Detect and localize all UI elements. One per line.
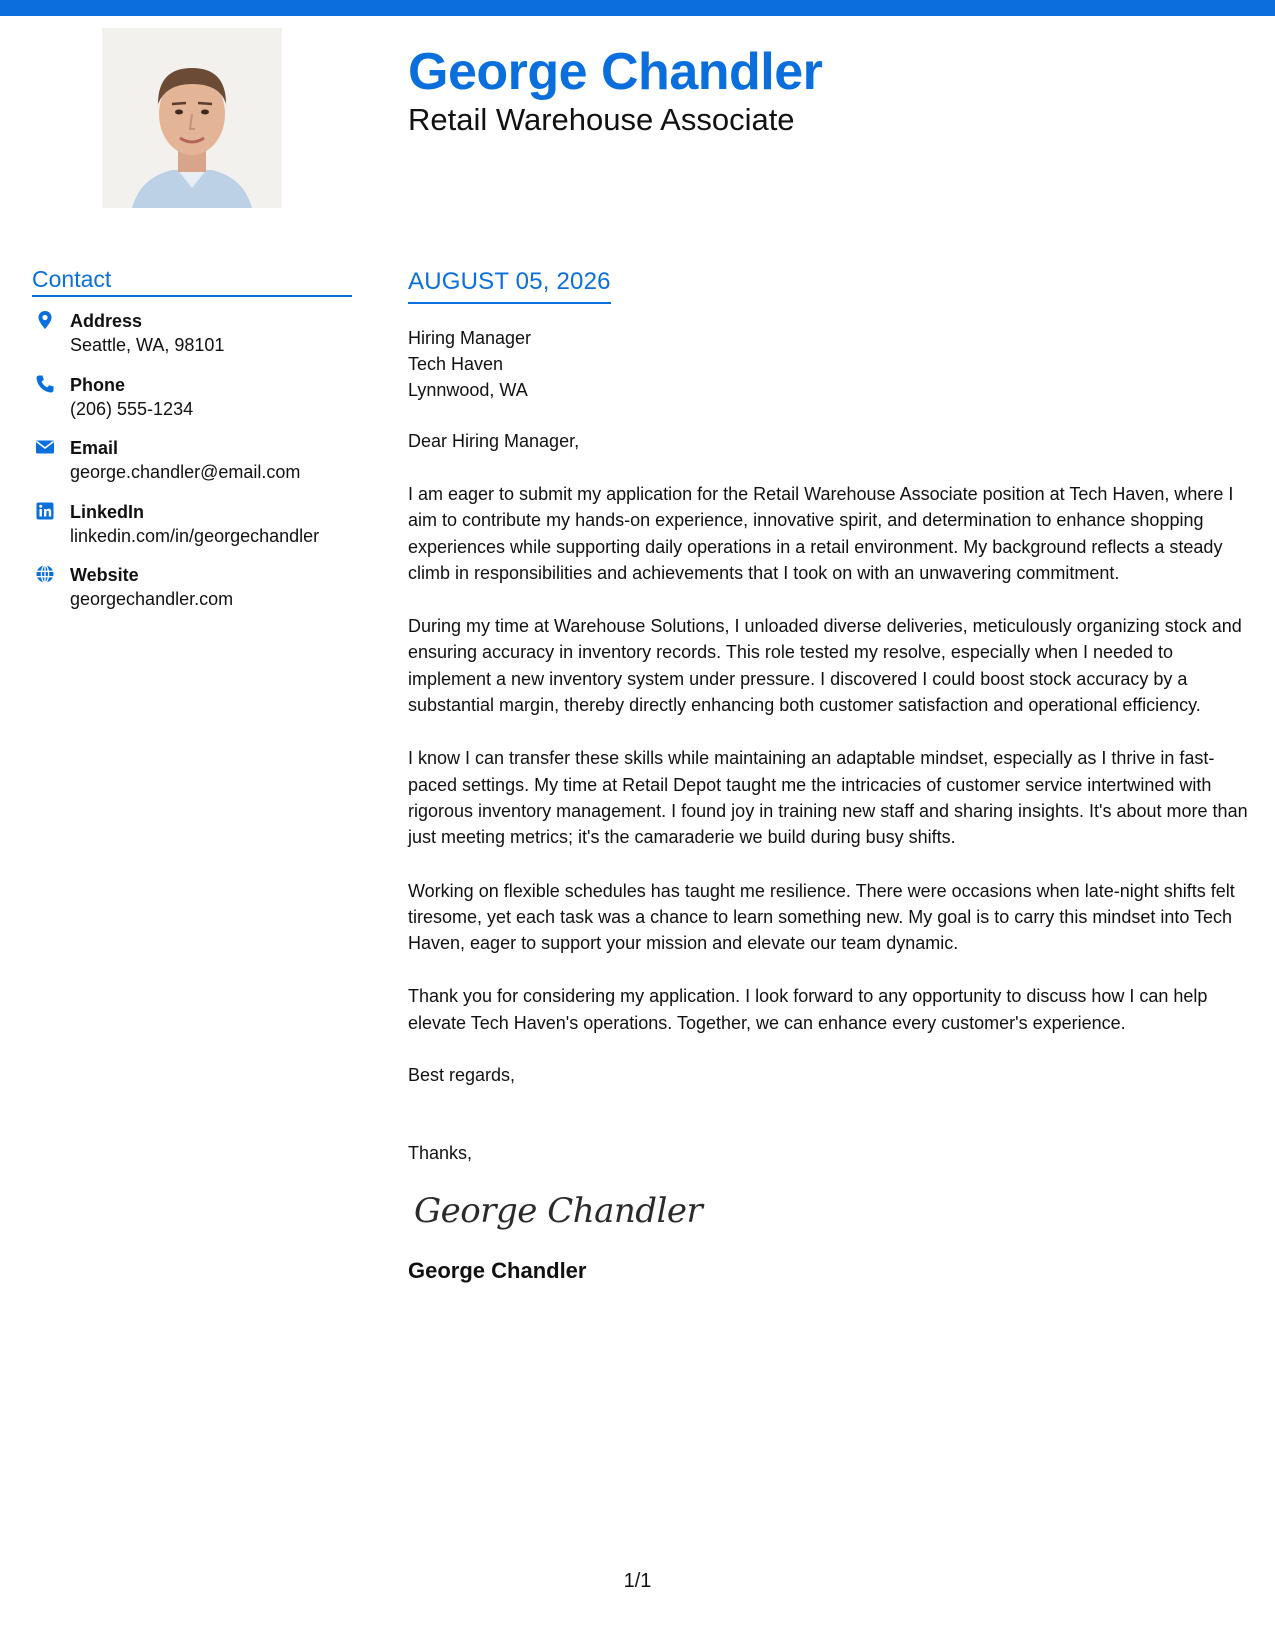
letter-greeting: Dear Hiring Manager,: [408, 431, 580, 451]
letter-paragraph: During my time at Warehouse Solutions, I unloaded diverse deliveries, meticulously organizing stock and ensuring accuracy in inventory records. This role tested my resolve, especially when I needed to implement a new inventory system under pressure. I discovered I could boost stock accuracy by a substantial margin, thereby directly enhancing both customer satisfaction and operational efficiency.: [408, 616, 1242, 716]
top-accent-bar: [0, 0, 1275, 16]
applicant-job-title: Retail Warehouse Associate: [408, 102, 795, 137]
contact-value: georgechandler.com: [70, 589, 234, 609]
applicant-name: George Chandler: [408, 43, 823, 101]
contact-label: Website: [70, 565, 139, 585]
linkedin-icon: [35, 501, 55, 521]
recipient-block: [408, 325, 1253, 403]
letter-closing: Best regards,: [408, 1065, 516, 1086]
contact-value: (206) 555-1234: [70, 398, 194, 419]
page-number: 1/1: [623, 1570, 652, 1592]
recipient-line: Tech Haven: [408, 354, 504, 374]
recipient-line: Lynnwood, WA: [408, 380, 528, 400]
contact-label: Phone: [70, 374, 126, 395]
contact-value: Seattle, WA, 98101: [70, 335, 225, 355]
contact-heading: Contact: [32, 266, 352, 297]
signed-name: George Chandler: [408, 1258, 587, 1284]
recipient-line: Hiring Manager: [408, 328, 532, 348]
contact-item-email: [32, 436, 352, 500]
globe-icon: [35, 564, 55, 584]
contact-item-website: [32, 563, 352, 627]
letter-paragraph: Working on flexible schedules has taught me resilience. There were occasions when late-night shifts felt tiresome, yet each task was a chance to learn something new. My goal is to carry this mindset into Tech Haven, eager to support your mission and elevate our team dynamic.: [408, 880, 1235, 954]
contact-sidebar: [32, 266, 352, 627]
map-pin-icon: [35, 310, 55, 330]
envelope-icon: [35, 437, 55, 457]
contact-label: LinkedIn: [70, 501, 145, 522]
handwritten-signature: [412, 1186, 1253, 1236]
letter-paragraph: I know I can transfer these skills while maintaining an adaptable mindset, especially as I thrive in fast-paced settings. My time at Retail Depot taught me the intricacies of customer service intertwined with rigorous inventory management. I found joy in training new staff and sharing insights. It's about more than just meeting metrics; it's the camaraderie we build during busy shifts.: [408, 748, 1248, 848]
contact-item-linkedin: [32, 500, 352, 564]
contact-label: Address: [70, 311, 143, 331]
contact-item-address: [32, 309, 352, 373]
contact-value: linkedin.com/in/georgechandler: [70, 525, 320, 546]
contact-list: [32, 309, 352, 627]
contact-label: Email: [70, 438, 119, 458]
profile-photo: [102, 28, 282, 208]
letter-body: [408, 268, 1253, 1284]
letter-thanks: Thanks,: [408, 1143, 473, 1164]
letter-date: AUGUST 05, 2026: [408, 268, 611, 304]
letter-paragraph: Thank you for considering my application. I look forward to any opportunity to discuss how I can help elevate Tech Haven's operations. Together, we can enhance every customer's experience.: [408, 986, 1208, 1033]
letter-paragraph: I am eager to submit my application for the Retail Warehouse Associate position at Tech Haven, where I aim to contribute my hands-on experience, innovative spirit, and determination to enhance shopping experiences while supporting daily operations in a retail environment. My background reflects a steady climb in responsibilities and achievements that I took on with an unwavering commitment.: [408, 484, 1234, 583]
phone-icon: [35, 374, 55, 394]
contact-value: george.chandler@email.com: [70, 462, 301, 482]
svg-text:George Chandler: George Chandler: [414, 1191, 703, 1232]
contact-item-phone: [32, 373, 352, 437]
